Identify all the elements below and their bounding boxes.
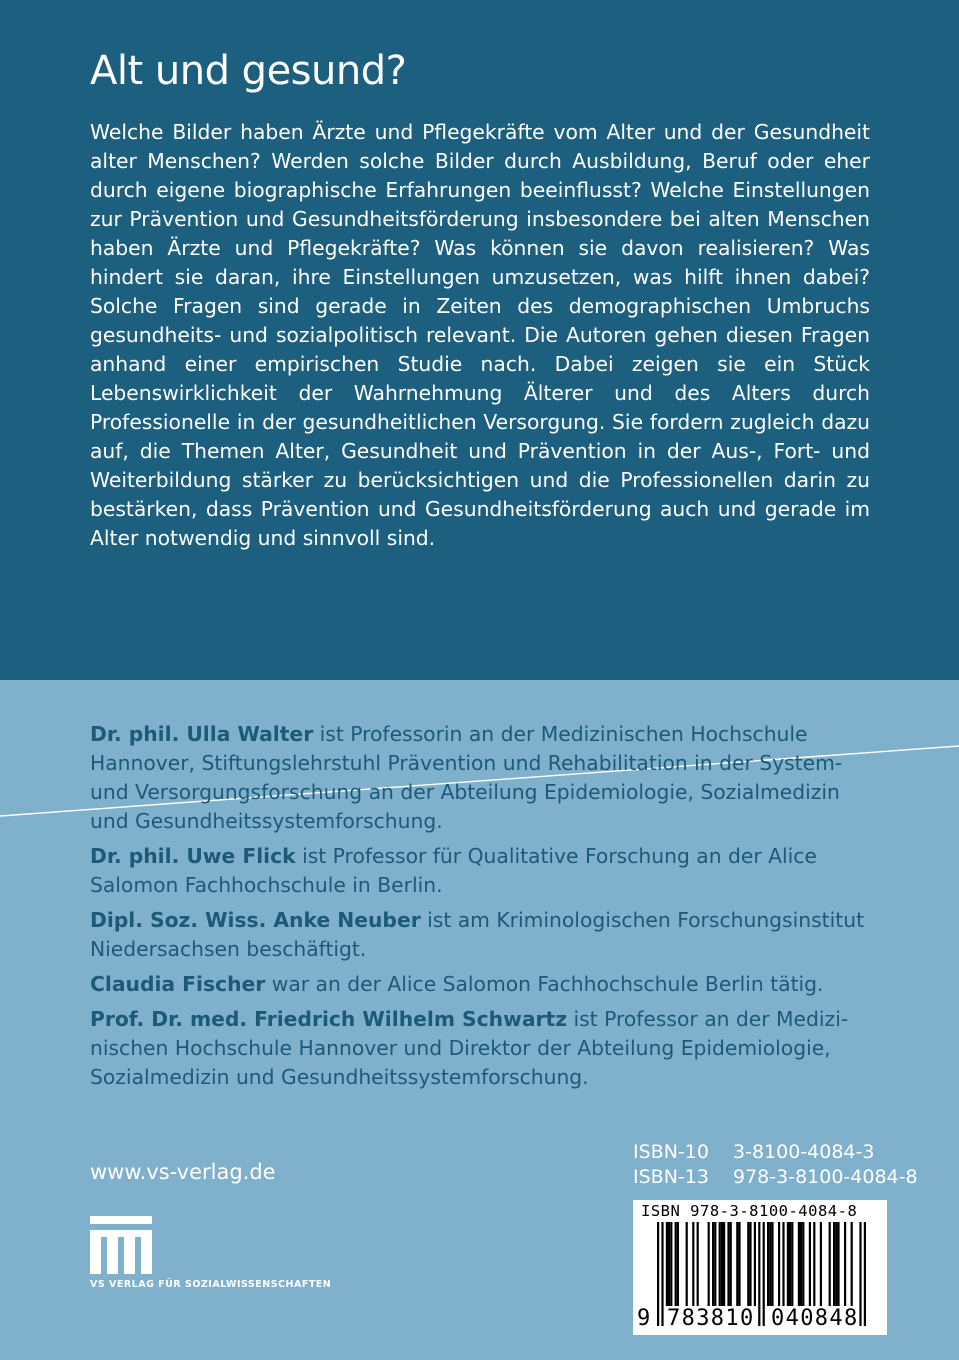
book-title: Alt und gesund? — [90, 48, 407, 94]
barcode-bar — [778, 1222, 780, 1306]
barcode-isbn-text: ISBN 978-3-8100-4084-8 — [641, 1202, 858, 1220]
barcode-bar — [820, 1222, 822, 1306]
author-entry — [90, 842, 870, 900]
barcode-digit: 0 — [771, 1306, 785, 1331]
author-bio: ist am Kriminologischen Forschungsinstitut Niedersachsen beschäftigt. — [90, 908, 865, 961]
barcode-bar — [813, 1222, 815, 1306]
barcode-digit: 8 — [710, 1306, 725, 1331]
barcode-bar — [800, 1222, 802, 1306]
barcode-bar — [730, 1222, 732, 1306]
barcode-bar — [723, 1222, 725, 1306]
barcode-digit: 4 — [785, 1306, 799, 1331]
barcode-bar — [714, 1222, 716, 1306]
barcode-bar — [692, 1222, 694, 1306]
isbn10-value: 3-8100-4084-3 — [733, 1141, 875, 1163]
barcode-bar — [666, 1222, 668, 1306]
blurb-text: Welche Bilder haben Ärzte und Pflegekräfte vom Alter und der Gesundheit alter Menschen? Werden solche Bilder durch Ausbildung, Beruf oder eher durch eigene biographische Erfahrungen beeinflusst? Welche Einstellungen zur Prävention und Gesundheitsförderung insbesondere bei alten Menschen haben Ärzte und Pflegekräfte? Was können sie davon realisieren? Was hindert sie daran, ihre Einstellungen umzusetzen, was hilft ihnen dabei? Solche Fragen sind gerade in Zeiten des demographischen Umbruchs gesundheits- und sozialpolitisch relevant. Die Autoren gehen diesen Fragen anhand einer empirischen Studie nach. Dabei zeigen sie ein Stück Lebenswirklichkeit der Wahrnehmung Älterer und des Alters durch Professionelle in der gesundheitlichen Versorgung. Sie fordern zugleich dazu auf, die Themen Alter, Gesundheit und Prävention in der Aus-, Fort- und Weiterbildung stärker zu berücksichtigen und die Professionellen darin zu bestärken, dass Prävention und Gesundheitsförderung auch und gerade im Alter notwendig und sinnvoll sind. — [90, 120, 870, 550]
barcode-box — [633, 1200, 887, 1335]
barcode-bar — [712, 1222, 714, 1306]
barcode-bar — [708, 1222, 710, 1306]
barcode-digit: 8 — [814, 1306, 829, 1331]
isbn10-row — [633, 1140, 918, 1165]
barcode-bar — [851, 1222, 853, 1306]
barcode-bar — [747, 1222, 749, 1306]
barcode-bar — [675, 1222, 677, 1306]
barcode-bar — [791, 1222, 793, 1306]
barcode-bar — [833, 1222, 835, 1306]
barcode-bar — [837, 1222, 839, 1306]
barcode-digit: 8 — [681, 1306, 695, 1331]
author-entry — [90, 720, 870, 836]
barcode-digit: 0 — [800, 1306, 814, 1331]
barcode-bar — [798, 1222, 800, 1306]
barcode-digit: 8 — [844, 1306, 858, 1331]
barcode-bar — [754, 1222, 756, 1306]
author-name: Claudia Fischer — [90, 972, 266, 996]
author-list — [90, 720, 870, 1098]
isbn13-row — [633, 1165, 918, 1190]
author-name: Dr. phil. Ulla Walter — [90, 722, 314, 746]
isbn13-label: ISBN-13 — [633, 1166, 709, 1188]
barcode-bar — [738, 1222, 740, 1306]
barcode-bar — [749, 1222, 751, 1306]
author-name: Prof. Dr. med. Friedrich Wilhelm Schwartz — [90, 1007, 568, 1031]
barcode-bar — [835, 1222, 837, 1306]
barcode-bar — [719, 1222, 721, 1306]
barcode-bar — [771, 1222, 773, 1306]
barcode-bar — [677, 1222, 679, 1306]
author-entry — [90, 906, 870, 964]
barcode-digit: 3 — [696, 1306, 710, 1331]
author-bio: war an der Alice Salomon Fachhochschule Berlin tätig. — [265, 972, 824, 996]
barcode-digits — [637, 1306, 883, 1332]
barcode-bar — [789, 1222, 791, 1306]
barcode-bar — [802, 1222, 804, 1306]
barcode-bar — [782, 1222, 784, 1306]
barcode-bar — [670, 1222, 672, 1306]
barcode-bar — [767, 1222, 769, 1306]
barcode-bar — [787, 1222, 789, 1306]
barcode-bar — [727, 1222, 729, 1306]
barcode-bar — [721, 1222, 723, 1306]
barcode-bar — [668, 1222, 670, 1306]
publisher-logo-caption: VS VERLAG FÜR SOZIALWISSENSCHAFTEN — [90, 1279, 332, 1290]
isbn10-label: ISBN-10 — [633, 1141, 709, 1163]
isbn13-value: 978-3-8100-4084-8 — [733, 1166, 918, 1188]
barcode-bar — [769, 1222, 771, 1306]
isbn-block — [633, 1140, 918, 1190]
barcode-bar — [686, 1222, 688, 1306]
author-name: Dipl. Soz. Wiss. Anke Neuber — [90, 908, 421, 932]
barcode-bar — [809, 1222, 811, 1306]
barcode-digit: 9 — [637, 1306, 651, 1331]
author-bio: ist Professor an der Medizinischen Hochschule Hannover und Direktor der Abteilung Epidemiologie, Sozialmedizin und Gesundheitssystemforschung. — [90, 1007, 849, 1089]
barcode-bar — [844, 1222, 846, 1306]
author-bio: ist Professor für Qualitative Forschung an der Alice Salomon Fachhochschule in Berlin. — [90, 844, 817, 897]
barcode-digit: 0 — [740, 1306, 754, 1331]
author-entry — [90, 1005, 870, 1092]
barcode-digit: 1 — [725, 1306, 739, 1331]
barcode-bar — [829, 1222, 831, 1306]
barcode-digit: 4 — [829, 1306, 843, 1331]
author-name: Dr. phil. Uwe Flick — [90, 844, 296, 868]
barcode-bar — [697, 1222, 699, 1306]
barcode-digit: 7 — [667, 1306, 681, 1331]
author-bio: ist Professorin an der Medizinischen Hochschule Hannover, Stiftungslehrstuhl Prävention und Rehabilitation in der System- und Versorgungsforschung an der Abteilung Epidemiologie, Sozialmedizin und Gesundheitssystemforschung. — [90, 722, 843, 833]
barcode-bar — [736, 1222, 738, 1306]
author-entry — [90, 970, 870, 999]
publisher-website[interactable]: www.vs-verlag.de — [90, 1160, 276, 1184]
